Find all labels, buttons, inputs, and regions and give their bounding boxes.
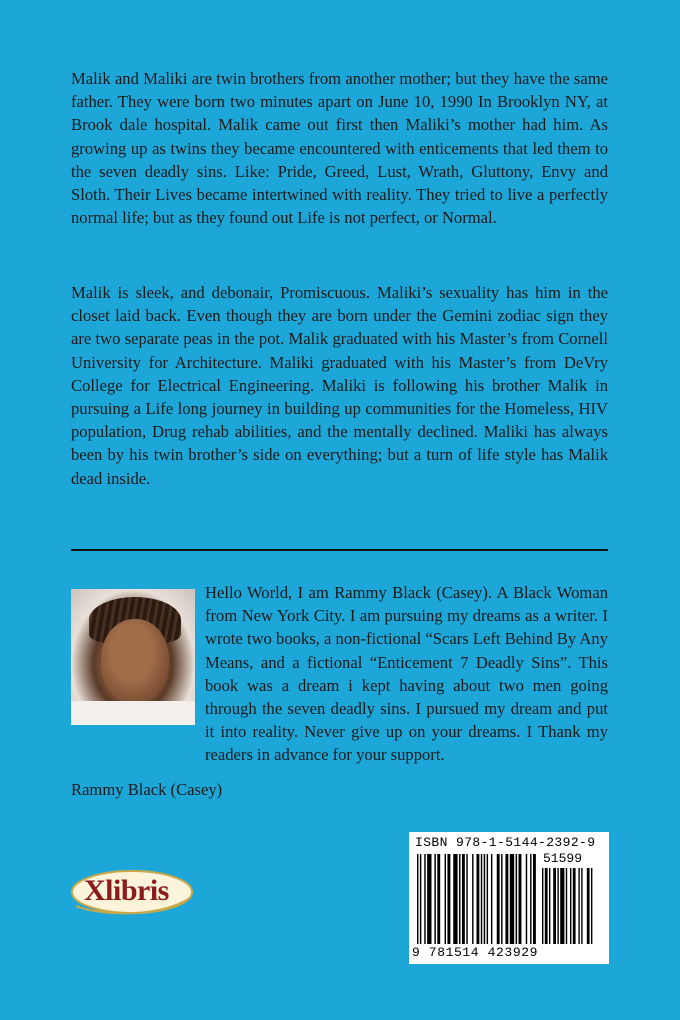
blurb-paragraph-2: Malik is sleek, and debonair, Promiscuous. Maliki’s sexuality has him in the closet laid back. Even though they are born under the Gemini zodiac sign they are two separate peas in the pot. Malik graduated with his Master’s from Cornell University for Architecture. Maliki graduated with his Master’s from DeVry College for Electrical Engineering. Maliki is following his brother Malik in pursuing a Life long journey in building up communities for the Homeless, HIV population, Drug rehab abilities, and the mentally declined. Maliki has always been by his twin brother’s side on everything; but a turn of life style has Malik dead inside. — [71, 283, 608, 488]
barcode-addon — [542, 868, 602, 944]
author-photo — [71, 589, 195, 725]
barcode-addon-number: 51599 — [543, 851, 583, 866]
author-bio: Hello World, I am Rammy Black (Casey). A Black Woman from New York City. I am pursuing my dreams as a writer. I wrote two books, a non-fictional “Scars Left Behind By Any Means, and a fictional “Enticement 7 Deadly Sins”. This book was a dream i kept having about two men going through the seven deadly sins. I pursued my dream and put it into reality. Never give up on your dreams. I Thank my readers in advance for your support. — [205, 583, 608, 765]
barcode-digits: 9 781514 423929 — [412, 945, 539, 960]
barcode-main — [417, 854, 537, 944]
divider-line — [71, 549, 608, 551]
isbn-label: ISBN 978-1-5144-2392-9 — [415, 835, 596, 850]
publisher-logo-text: Xlibris — [84, 874, 169, 907]
blurb-paragraph-1: Malik and Maliki are twin brothers from another mother; but they have the same father. They were born two minutes apart on June 10, 1990 In Brooklyn NY, at Brook dale hospital. Malik came out first then Maliki’s mother had him. As growing up as twins they became encountered with enticements that led them to the seven deadly sins. Like: Pride, Greed, Lust, Wrath, Gluttony, Envy and Sloth. Their Lives became intertwined with reality. They tried to live a perfectly normal life; but as they found out Life is not perfect, or Normal. — [71, 69, 608, 228]
isbn-barcode-box — [409, 832, 609, 964]
author-signature: Rammy Black (Casey) — [71, 780, 223, 799]
